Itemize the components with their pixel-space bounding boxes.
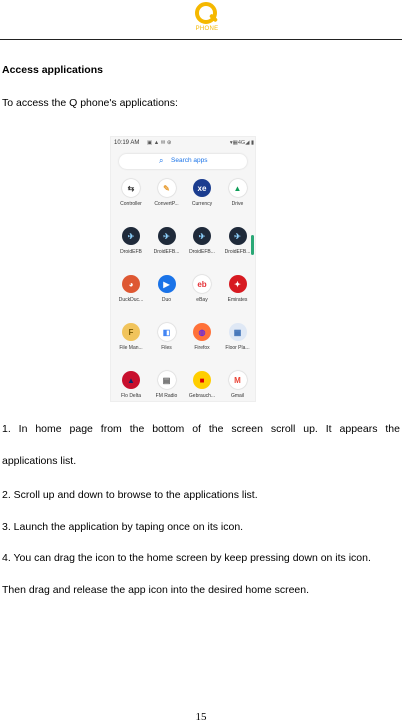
step-1-word: In [18,423,28,435]
intro-text: To access the Q phone's applications: [2,97,178,109]
app-label: Emirates [227,297,248,303]
step-1-line-2: applications list. [2,455,77,467]
app-label: Drive [231,201,244,207]
app-launcher-item[interactable] [220,271,256,303]
app-label: DroidEFB... [153,249,180,255]
app-launcher-item[interactable] [149,367,185,399]
app-label: DuckDuc... [118,297,144,303]
page-number: 15 [195,711,207,723]
app-row [113,319,255,359]
app-label: DroidEFB... [189,249,215,255]
tools-icon: ✎ [158,179,176,197]
status-bar [111,137,256,151]
search-apps-label: Search apps [171,157,208,164]
app-label: Currency [191,201,213,207]
step-1-word: the [129,423,145,435]
app-row [113,367,255,402]
q-phone-logo [191,2,223,36]
header-rule [0,39,402,40]
step-1-word: bottom [152,423,185,435]
step-1-word: of [192,423,201,435]
app-launcher-item[interactable] [220,319,256,351]
step-1-word: the [385,423,400,435]
search-icon: ⌕ [159,156,164,165]
step-2: 2. Scroll up and down to browse to the applications list. [2,489,258,501]
app-label: DroidEFB [120,249,142,255]
app-label: Files [161,345,172,351]
folder-icon: F [122,323,140,341]
radio-icon: ▤ [158,371,176,389]
app-launcher-item[interactable] [184,175,220,207]
floorplan-icon: ▦ [229,323,247,341]
app-launcher-item[interactable] [149,223,185,255]
emirates-icon: ✦ [229,275,247,293]
section-heading: Access applications [2,64,103,76]
phone-screenshot [110,136,256,402]
app-launcher-item[interactable] [113,367,149,399]
app-launcher-item[interactable] [113,223,149,255]
step-1-word: appears [339,423,378,435]
app-launcher-item[interactable] [113,175,149,207]
step-1-word: screen [231,423,263,435]
app-row [113,271,255,311]
app-label: FM Radio [155,393,178,399]
app-launcher-item[interactable] [149,271,185,303]
step-1-word: page [69,423,93,435]
app-label: Firefox [194,345,210,351]
step-3: 3. Launch the application by taping once on its icon. [2,521,244,533]
status-time: 10:19 AM [114,140,140,146]
app-launcher-item[interactable] [220,367,256,399]
step-1-word: up. [303,423,318,435]
droidefb-icon: ✈ [193,227,211,245]
step-1-word: the [208,423,224,435]
app-label: ConvertP... [154,201,179,207]
logo-brand-text: PHONE [195,26,219,32]
step-1-word: It [325,423,332,435]
notification-icons: ▣ ▲ ✉ ⊛ [147,140,172,146]
app-row [113,175,255,215]
app-launcher-item[interactable] [149,175,185,207]
app-launcher-item[interactable] [113,271,149,303]
app-launcher-item[interactable] [184,223,220,255]
app-launcher-item[interactable] [184,271,220,303]
app-label: Flo Delta [120,393,141,399]
scrollbar-thumb [251,235,254,255]
step-1-word: home [35,423,62,435]
firefox-icon: ◍ [193,323,211,341]
app-label: Floor Pla... [225,345,250,351]
delta-icon: ▲ [122,371,140,389]
step-1-word: 1. [2,423,11,435]
xe-icon: xe [193,179,211,197]
files-icon: ◧ [158,323,176,341]
search-apps-bar [119,154,247,169]
ebay-icon: eb [193,275,211,293]
step-4: 4. You can drag the icon to the home screen by keep pressing down on its icon. [2,552,371,564]
app-launcher-item[interactable] [184,319,220,351]
step-1-line-1 [2,423,400,435]
droidefb-icon: ✈ [158,227,176,245]
droidefb-icon: ✈ [229,227,247,245]
flag-icon: ■ [193,371,211,389]
app-label: File Man... [119,345,143,351]
step-1-word: from [100,423,122,435]
duckduckgo-icon: ◕ [122,275,140,293]
drive-icon: ▲ [229,179,247,197]
gamepad-icon: ⇆ [122,179,140,197]
duo-icon: ▶ [158,275,176,293]
app-label: Duo [161,297,172,303]
droidefb-icon: ✈ [122,227,140,245]
app-launcher-item[interactable] [113,319,149,351]
app-launcher-item[interactable] [184,367,220,399]
signal-battery-icons: ▾▦4G◢ ▮ [229,140,254,146]
app-launcher-item[interactable] [149,319,185,351]
app-launcher-item[interactable] [220,175,256,207]
gmail-icon: M [229,371,247,389]
app-label: Controller [120,201,142,207]
app-row [113,223,255,263]
app-label: Gebrauch... [188,393,216,399]
app-label: DroidEFB... [224,249,251,255]
step-1-word: scroll [270,423,296,435]
app-label: eBay [196,297,208,303]
step-5: Then drag and release the app icon into the desired home screen. [2,584,310,596]
app-label: Gmail [230,393,245,399]
